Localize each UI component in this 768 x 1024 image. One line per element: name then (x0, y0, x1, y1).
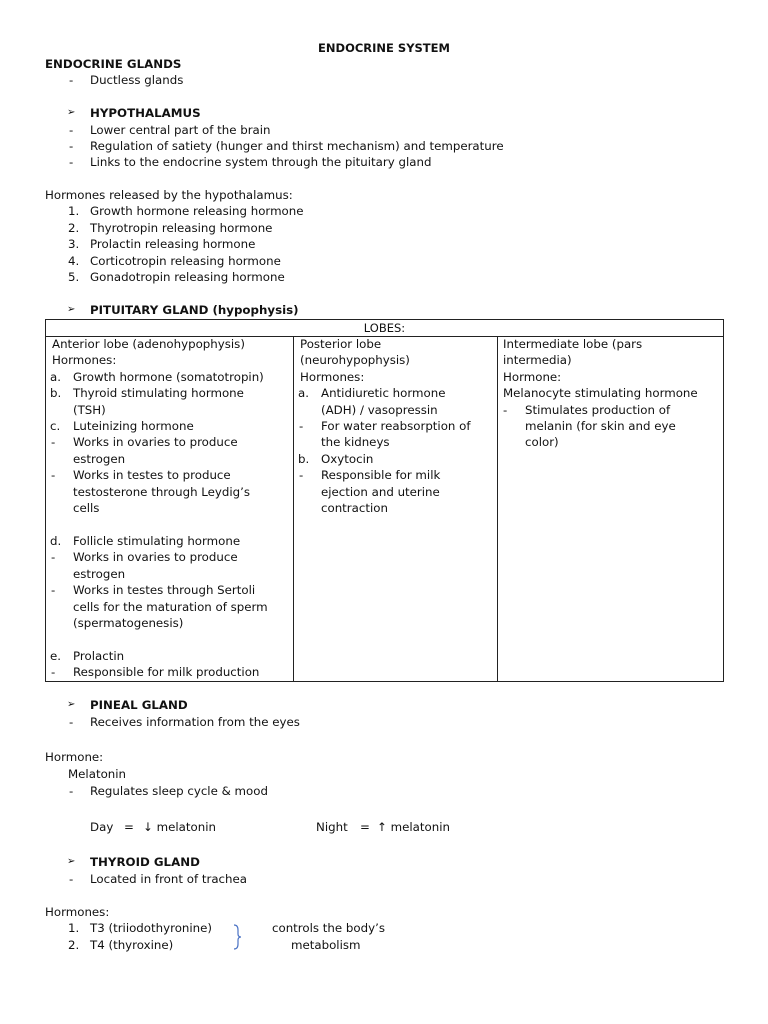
anterior-line: Responsible for milk production (73, 665, 260, 679)
day-label: Day (90, 820, 114, 834)
anterior-line: Thyroid stimulating hormone (73, 386, 244, 400)
alpha-marker: e. (50, 649, 62, 663)
anterior-line: (TSH) (73, 403, 106, 417)
hypothalamus-item: Regulation of satiety (hunger and thirst mechanism) and temperature (90, 139, 504, 153)
posterior-hormones-label: Hormones: (300, 370, 365, 384)
night-equals: = (360, 820, 370, 834)
anterior-line: Follicle stimulating hormone (73, 534, 241, 548)
alpha-marker: c. (50, 419, 61, 433)
dash-marker: - (69, 123, 74, 137)
arrow-bullet-icon: ➢ (67, 699, 76, 710)
day-value: ↓ melatonin (143, 820, 216, 834)
posterior-line: Responsible for milk (321, 468, 441, 482)
anterior-line: cells for the maturation of sperm (73, 600, 268, 614)
anterior-line: estrogen (73, 567, 126, 581)
lobes-table (45, 319, 724, 682)
hypothalamus-hormone: Growth hormone releasing hormone (90, 204, 304, 218)
dash-marker: - (51, 583, 56, 597)
pineal-heading: PINEAL GLAND (90, 698, 188, 712)
dash-marker: - (51, 468, 56, 482)
alpha-marker: b. (298, 452, 310, 466)
number-marker: 3. (68, 237, 80, 251)
dash-marker: - (51, 435, 56, 449)
posterior-line: Antidiuretic hormone (321, 386, 446, 400)
hypothalamus-hormones-label: Hormones released by the hypothalamus: (45, 188, 293, 202)
hypothalamus-hormone: Prolactin releasing hormone (90, 237, 256, 251)
endocrine-item: Ductless glands (90, 73, 184, 87)
anterior-line: Growth hormone (somatotropin) (73, 370, 264, 384)
hypothalamus-hormone: Corticotropin releasing hormone (90, 254, 281, 268)
thyroid-hormones-label: Hormones: (45, 905, 110, 919)
dash-marker: - (503, 403, 508, 417)
number-marker: 2. (68, 221, 80, 235)
alpha-marker: a. (50, 370, 61, 384)
arrow-bullet-icon: ➢ (67, 107, 76, 118)
anterior-lobe-title: Anterior lobe (adenohypophysis) (52, 337, 245, 351)
posterior-line: contraction (321, 501, 388, 515)
dash-marker: - (69, 715, 74, 729)
pineal-hormone-label: Hormone: (45, 750, 104, 764)
anterior-line: Prolactin (73, 649, 125, 663)
dash-marker: - (51, 550, 56, 564)
anterior-line: Luteinizing hormone (73, 419, 194, 433)
lobes-table-header: LOBES: (46, 320, 723, 337)
table-divider (497, 336, 498, 681)
intermediate-hormone-label: Hormone: (503, 370, 562, 384)
number-marker: 4. (68, 254, 80, 268)
night-label: Night (316, 820, 348, 834)
intermediate-lobe-subtitle: intermedia) (503, 353, 572, 367)
thyroid-note-line2: metabolism (291, 938, 361, 952)
hypothalamus-item: Lower central part of the brain (90, 123, 271, 137)
thyroid-hormone: T3 (triiodothyronine) (90, 921, 213, 935)
number-marker: 2. (68, 938, 80, 952)
dash-marker: - (69, 155, 74, 169)
intermediate-line: color) (525, 435, 559, 449)
intermediate-line: melanin (for skin and eye (525, 419, 676, 433)
anterior-line: Works in ovaries to produce (73, 550, 238, 564)
hypothalamus-heading: HYPOTHALAMUS (90, 106, 201, 120)
table-divider (293, 336, 294, 681)
dash-marker: - (299, 419, 304, 433)
anterior-line: Works in testes through Sertoli (73, 583, 256, 597)
dash-marker: - (69, 872, 74, 886)
alpha-marker: d. (50, 534, 62, 548)
posterior-lobe-subtitle: (neurohypophysis) (300, 353, 410, 367)
alpha-marker: b. (50, 386, 62, 400)
thyroid-item: Located in front of trachea (90, 872, 248, 886)
thyroid-hormone: T4 (thyroxine) (90, 938, 174, 952)
anterior-line: testosterone through Leydig’s (73, 485, 251, 499)
anterior-line: estrogen (73, 452, 126, 466)
day-equals: = (124, 820, 134, 834)
dash-marker: - (299, 468, 304, 482)
intermediate-lobe-title: Intermediate lobe (pars (503, 337, 643, 351)
thyroid-heading: THYROID GLAND (90, 855, 200, 869)
anterior-line: Works in ovaries to produce (73, 435, 238, 449)
anterior-line: (spermatogenesis) (73, 616, 184, 630)
arrow-bullet-icon: ➢ (67, 304, 76, 315)
pineal-hormone-item: Regulates sleep cycle & mood (90, 784, 268, 798)
dash-marker: - (69, 139, 74, 153)
pineal-item: Receives information from the eyes (90, 715, 300, 729)
alpha-marker: a. (298, 386, 309, 400)
intermediate-line: Melanocyte stimulating hormone (503, 386, 698, 400)
hypothalamus-item: Links to the endocrine system through the pituitary gland (90, 155, 432, 169)
anterior-line: Works in testes to produce (73, 468, 231, 482)
posterior-line: (ADH) / vasopressin (321, 403, 438, 417)
intermediate-line: Stimulates production of (525, 403, 671, 417)
arrow-bullet-icon: ➢ (67, 856, 76, 867)
hypothalamus-hormone: Gonadotropin releasing hormone (90, 270, 285, 284)
pituitary-heading: PITUITARY GLAND (hypophysis) (90, 303, 299, 317)
number-marker: 1. (68, 204, 80, 218)
dash-marker: - (51, 665, 56, 679)
posterior-lobe-title: Posterior lobe (300, 337, 382, 351)
endocrine-glands-heading: ENDOCRINE GLANDS (45, 57, 182, 71)
number-marker: 5. (68, 270, 80, 284)
posterior-line: Oxytocin (321, 452, 374, 466)
posterior-line: For water reabsorption of (321, 419, 471, 433)
anterior-line: cells (73, 501, 100, 515)
posterior-line: ejection and uterine (321, 485, 440, 499)
dash-marker: - (69, 784, 74, 798)
night-value: ↑ melatonin (377, 820, 450, 834)
pineal-hormone-name: Melatonin (68, 767, 127, 781)
dash-marker: - (69, 73, 74, 87)
brace-icon (230, 924, 244, 950)
anterior-hormones-label: Hormones: (52, 353, 117, 367)
hypothalamus-hormone: Thyrotropin releasing hormone (90, 221, 273, 235)
thyroid-note-line1: controls the body’s (272, 921, 385, 935)
page-title: ENDOCRINE SYSTEM (318, 41, 450, 55)
posterior-line: the kidneys (321, 435, 390, 449)
number-marker: 1. (68, 921, 80, 935)
